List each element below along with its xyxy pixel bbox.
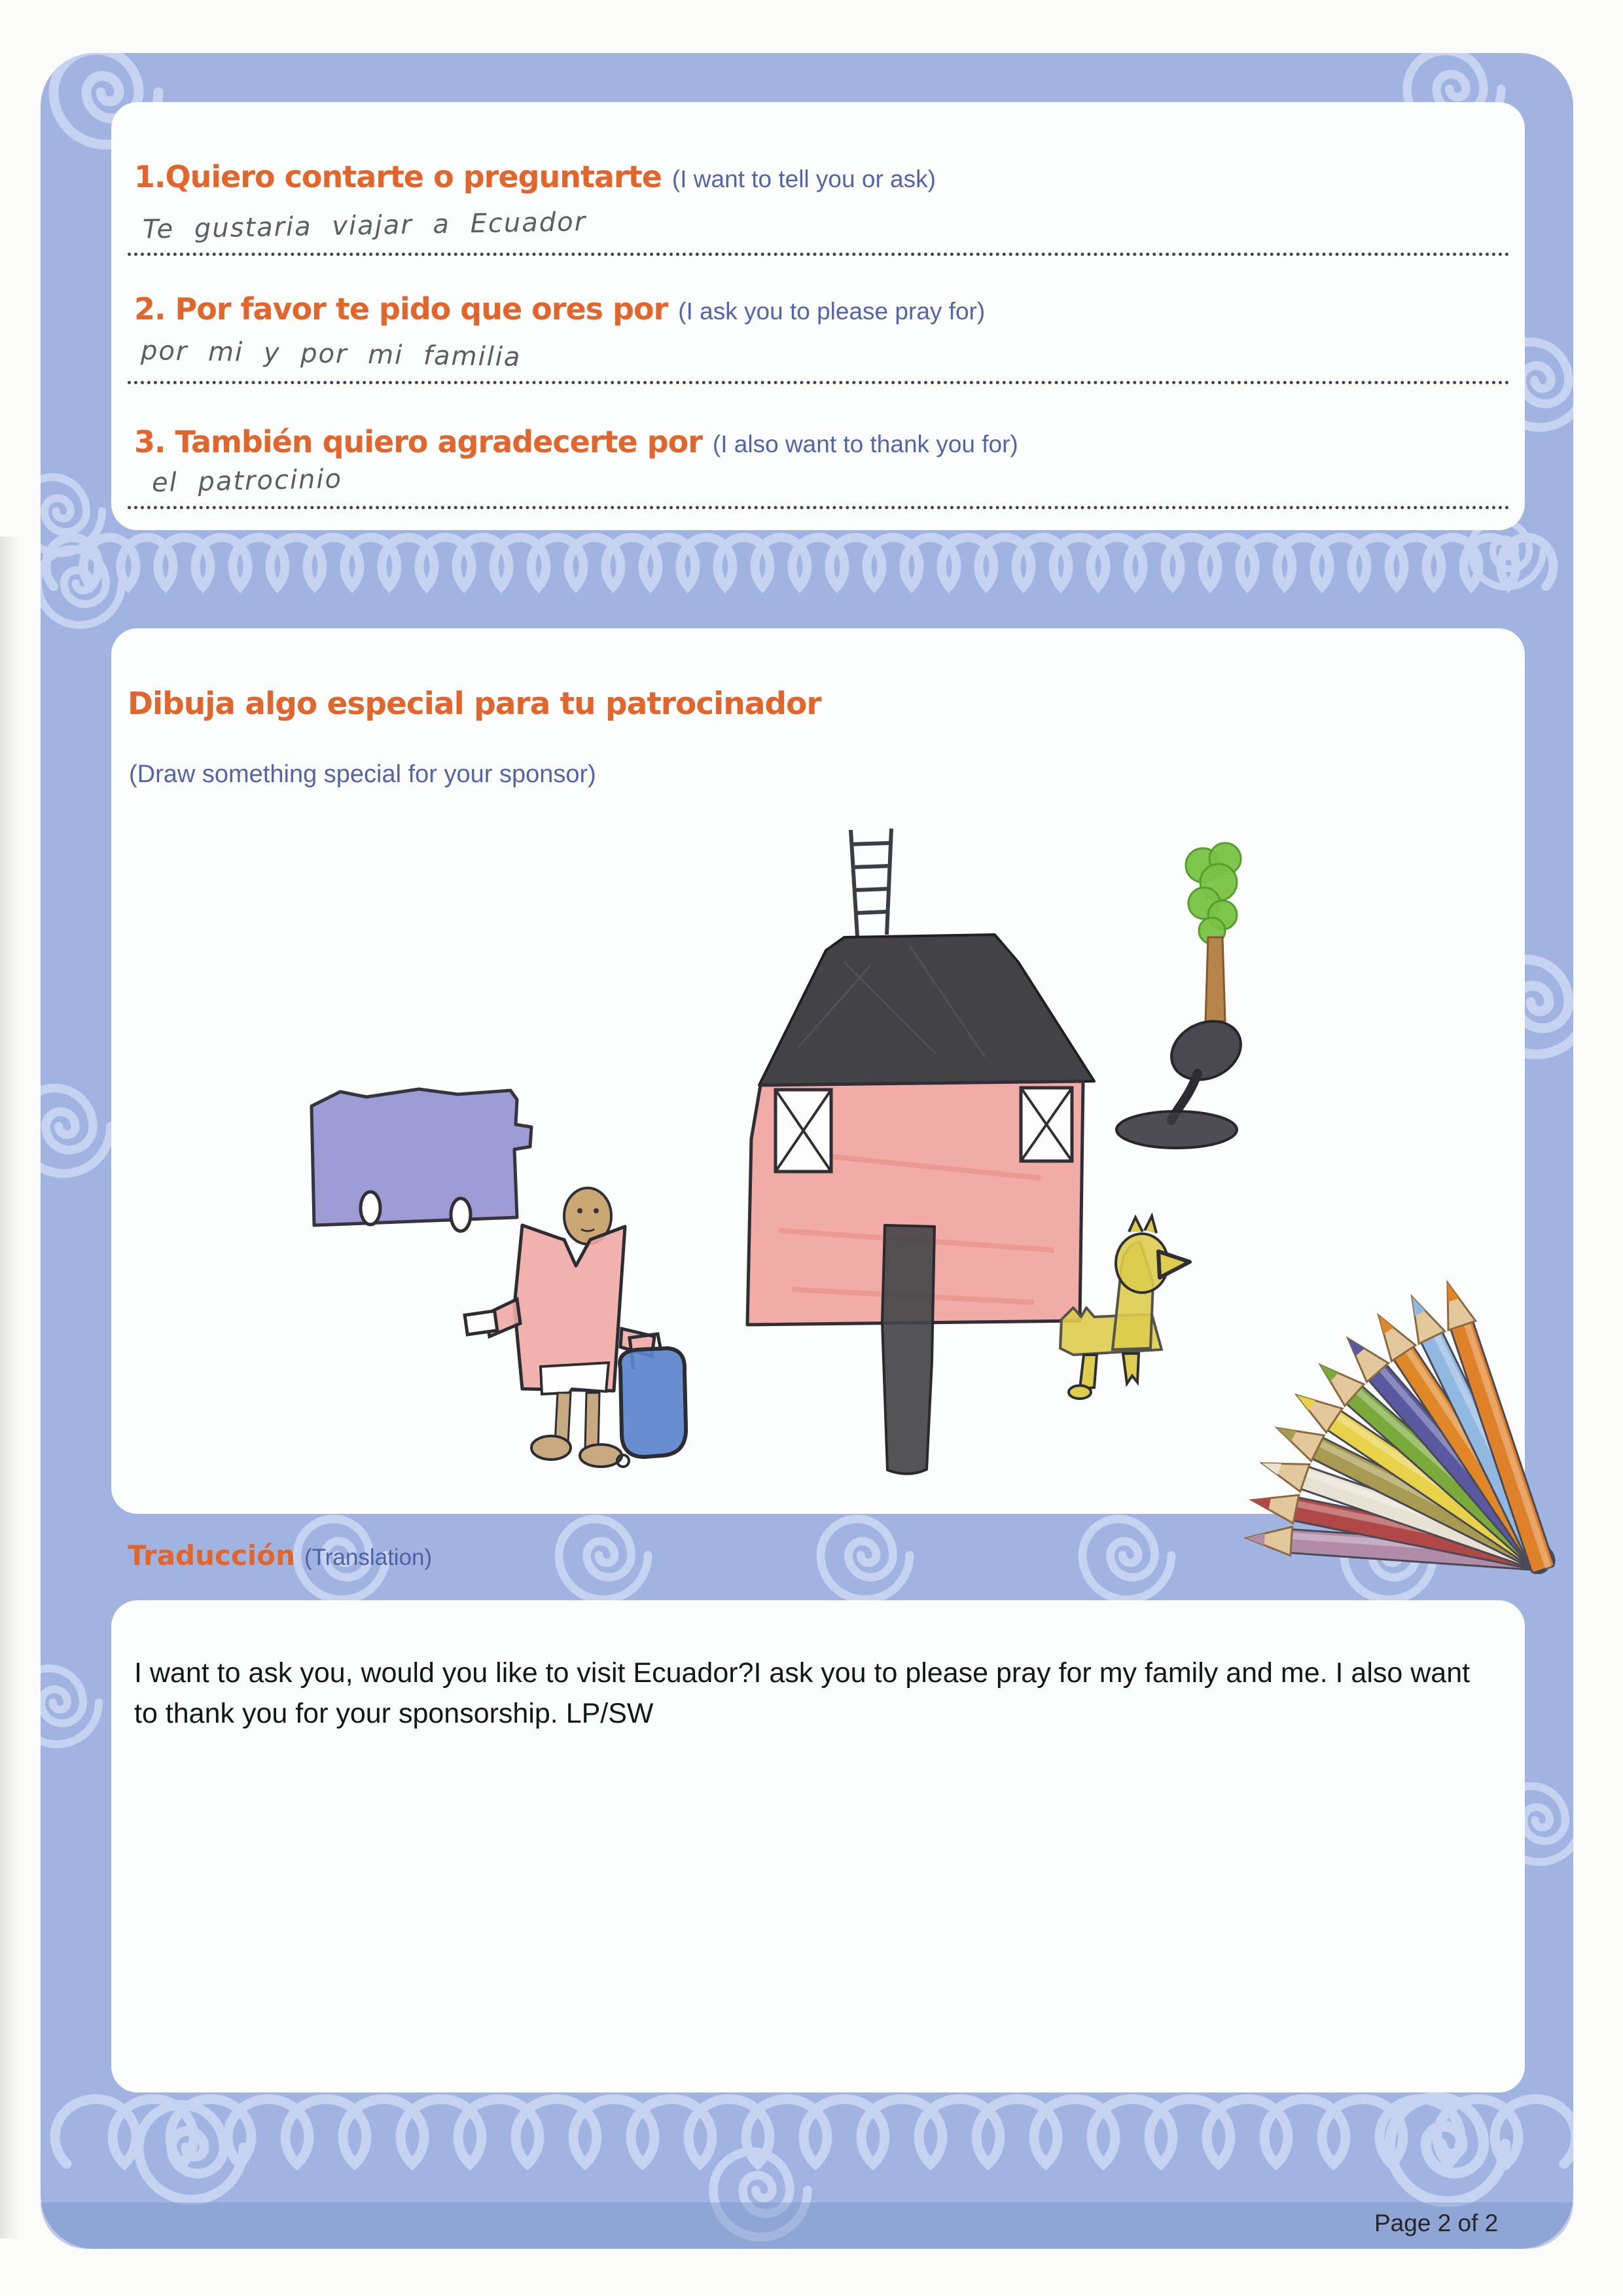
drawing-title-spanish: Dibuja algo especial para tu patrocinador (128, 686, 821, 722)
question-1-prompt-english: (I want to tell you or ask) (671, 166, 936, 192)
question-3-prompt (134, 424, 1018, 459)
child-drawing-tree (1186, 843, 1241, 1022)
house-window-left (776, 1090, 831, 1172)
answer-line-1 (128, 253, 1510, 256)
question-1-prompt-spanish: 1.Quiero contarte o preguntarte (134, 159, 662, 194)
house-window-right (1021, 1088, 1072, 1161)
child-drawing-fan (1116, 1011, 1251, 1148)
answer-line-2 (128, 381, 1510, 384)
house-door-path (882, 1225, 935, 1474)
translation-label-spanish: Traducción (128, 1539, 295, 1571)
question-3-prompt-spanish: 3. También quiero agradecerte por (134, 424, 702, 459)
colored-pencils-graphic (1207, 1266, 1564, 1574)
translation-label (128, 1539, 432, 1571)
roof-ladder (850, 829, 891, 936)
child-drawing-bus (312, 1089, 531, 1231)
scan-edge-artifact (0, 537, 20, 2238)
question-2-prompt-english: (I ask you to please pray for) (678, 298, 986, 325)
translation-label-english: (Translation) (304, 1545, 433, 1570)
child-drawing-house (747, 829, 1094, 1474)
question-1-prompt (134, 159, 936, 194)
answer-line-3 (128, 506, 1510, 509)
question-2-prompt-spanish: 2. Por favor te pido que ores por (134, 291, 668, 327)
question-2-handwritten-answer: por mi y por mi familia (140, 335, 522, 373)
bottom-dark-band (41, 2202, 1573, 2249)
question-2-prompt (134, 291, 985, 327)
question-3-prompt-english: (I also want to thank you for) (712, 431, 1018, 457)
child-drawing-person (465, 1188, 686, 1467)
translation-text: I want to ask you, would you like to visit Ecuador?I ask you to please pray for my family and me. I also want to thank you for your sponsorship. LP/SW (134, 1657, 1471, 1730)
drawing-title-english: (Draw something special for your sponsor) (129, 761, 596, 788)
question-1-handwritten-answer: Te gustaria viajar a Ecuador (142, 207, 587, 245)
child-drawing-bag (620, 1334, 686, 1457)
question-3-handwritten-answer: el patrocinio (151, 463, 343, 499)
page-number: Page 2 of 2 (1374, 2210, 1499, 2236)
